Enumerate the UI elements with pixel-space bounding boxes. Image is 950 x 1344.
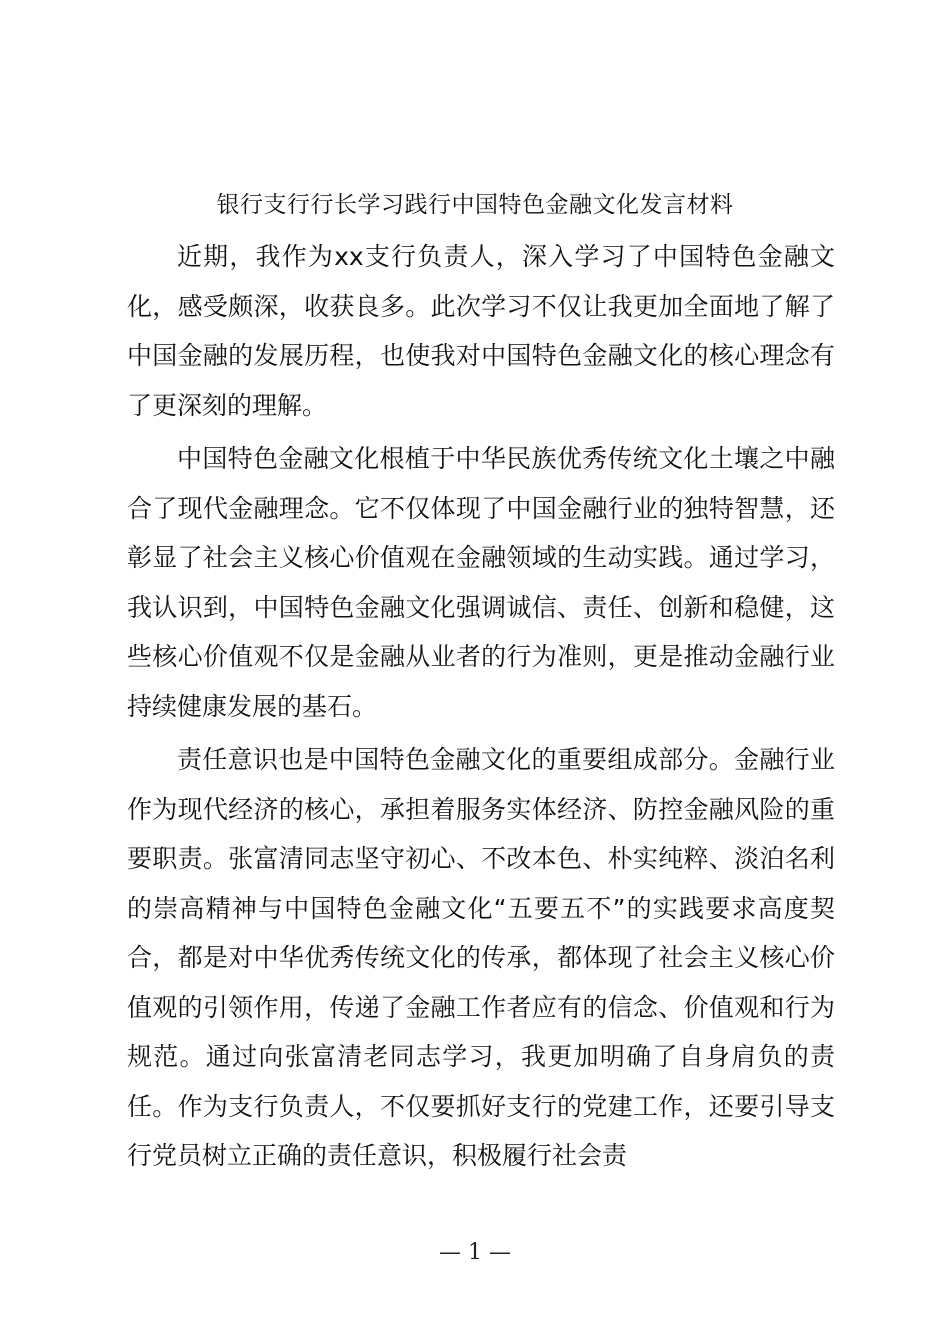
paragraph-1: 近期，我作为xx支行负责人，深入学习了中国特色金融文化，感受颇深，收获良多。此次学习不仅让我更加全面地了解了中国金融的发展历程，也使我对中国特色金融文化的核心理念有了更深刻的理解。 <box>127 242 835 420</box>
document-body <box>127 232 835 1185</box>
paragraph-2: 中国特色金融文化根植于中华民族优秀传统文化土壤之中融合了现代金融理念。它不仅体现了中国金融行业的独特智慧，还彰显了社会主义核心价值观在金融领域的生动实践。通过学习，我认识到，中国特色金融文化强调诚信、责任、创新和稳健，这些核心价值观不仅是金融从业者的行为准则，更是推动金融行业持续健康发展的基石。 <box>127 444 835 721</box>
paragraph-3: 责任意识也是中国特色金融文化的重要组成部分。金融行业作为现代经济的核心，承担着服务实体经济、防控金融风险的重要职责。张富清同志坚守初心、不改本色、朴实纯粹、淡泊名利的崇高精神与中国特色金融文化“五要五不”的实践要求高度契合，都是对中华优秀传统文化的传承，都体现了社会主义核心价值观的引领作用，传递了金融工作者应有的信念、价值观和行为规范。通过向张富清老同志学习，我更加明确了自身肩负的责任。作为支行负责人，不仅要抓好支行的党建工作，还要引导支行党员树立正确的责任意识，积极履行社会责 <box>127 745 835 1170</box>
page-number: — 1 — <box>439 1240 511 1265</box>
document-title: 银行支行行长学习践行中国特色金融文化发言材料 <box>216 192 734 218</box>
